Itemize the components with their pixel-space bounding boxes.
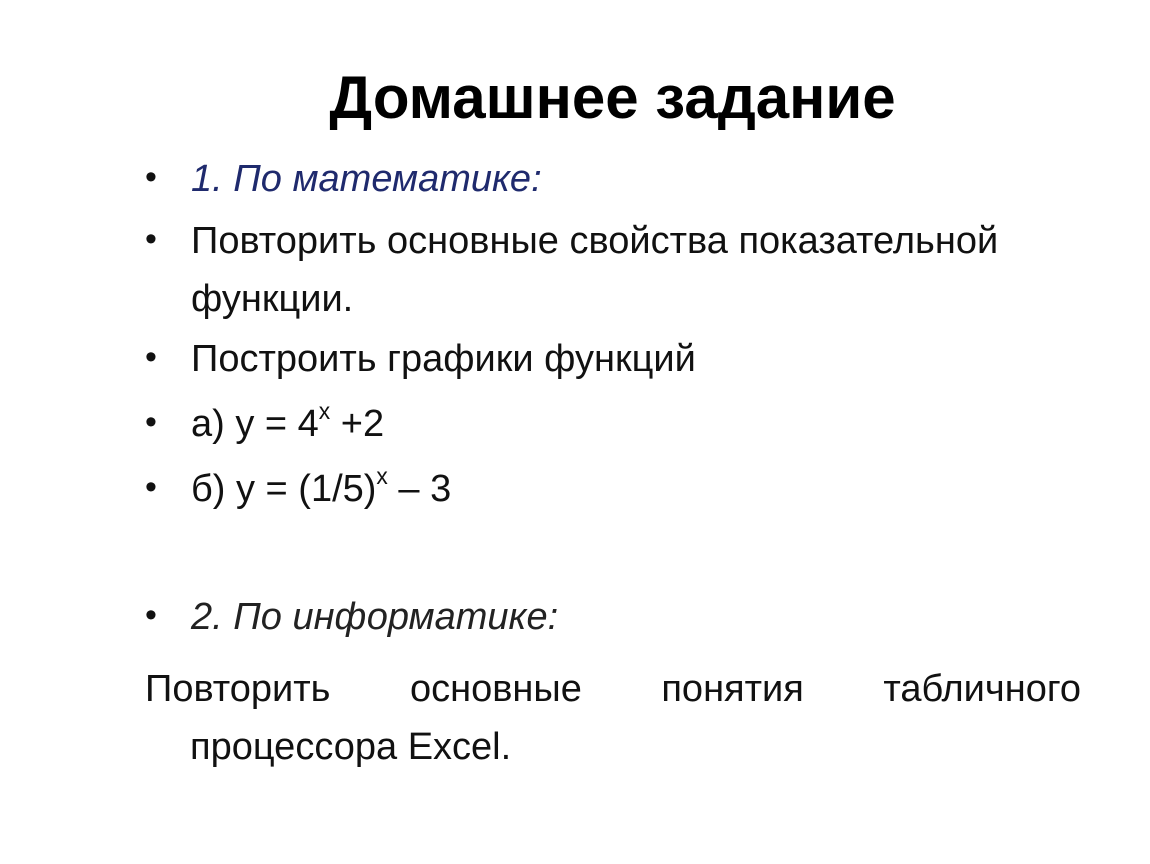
final-word-1: Повторить xyxy=(145,668,331,710)
slide-title: Домашнее задание xyxy=(329,64,896,131)
bullet-icon: • xyxy=(145,596,157,634)
function-b-constant: – 3 xyxy=(387,468,452,510)
function-b xyxy=(191,462,452,510)
bullet-icon: • xyxy=(145,403,157,441)
final-paragraph-line2: процессора Excel. xyxy=(190,726,512,768)
function-a-constant: +2 xyxy=(330,403,385,445)
math-heading: 1. По математике: xyxy=(191,158,542,200)
repeat-properties-line1: Повторить основные свойства показательной xyxy=(191,220,999,262)
final-word-3: понятия xyxy=(661,668,804,710)
final-paragraph xyxy=(145,660,1081,776)
function-a xyxy=(191,397,385,445)
final-paragraph-line1 xyxy=(145,660,1081,718)
informatics-heading: 2. По информатике: xyxy=(191,596,559,638)
function-b-exponent: х xyxy=(376,462,388,489)
function-a-base: а) у = 4 xyxy=(191,403,319,445)
bullet-icon: • xyxy=(145,468,157,506)
bullet-icon: • xyxy=(145,158,157,196)
final-word-4: табличного xyxy=(883,668,1081,710)
function-b-base: б) у = (1/5) xyxy=(191,468,377,510)
build-graphs-text: Построить графики функций xyxy=(191,338,696,380)
bullet-icon: • xyxy=(145,220,157,258)
function-a-exponent: х xyxy=(318,397,331,424)
final-word-2: основные xyxy=(409,668,582,710)
repeat-properties-line2: функции. xyxy=(191,278,354,320)
bullet-icon: • xyxy=(145,338,157,376)
